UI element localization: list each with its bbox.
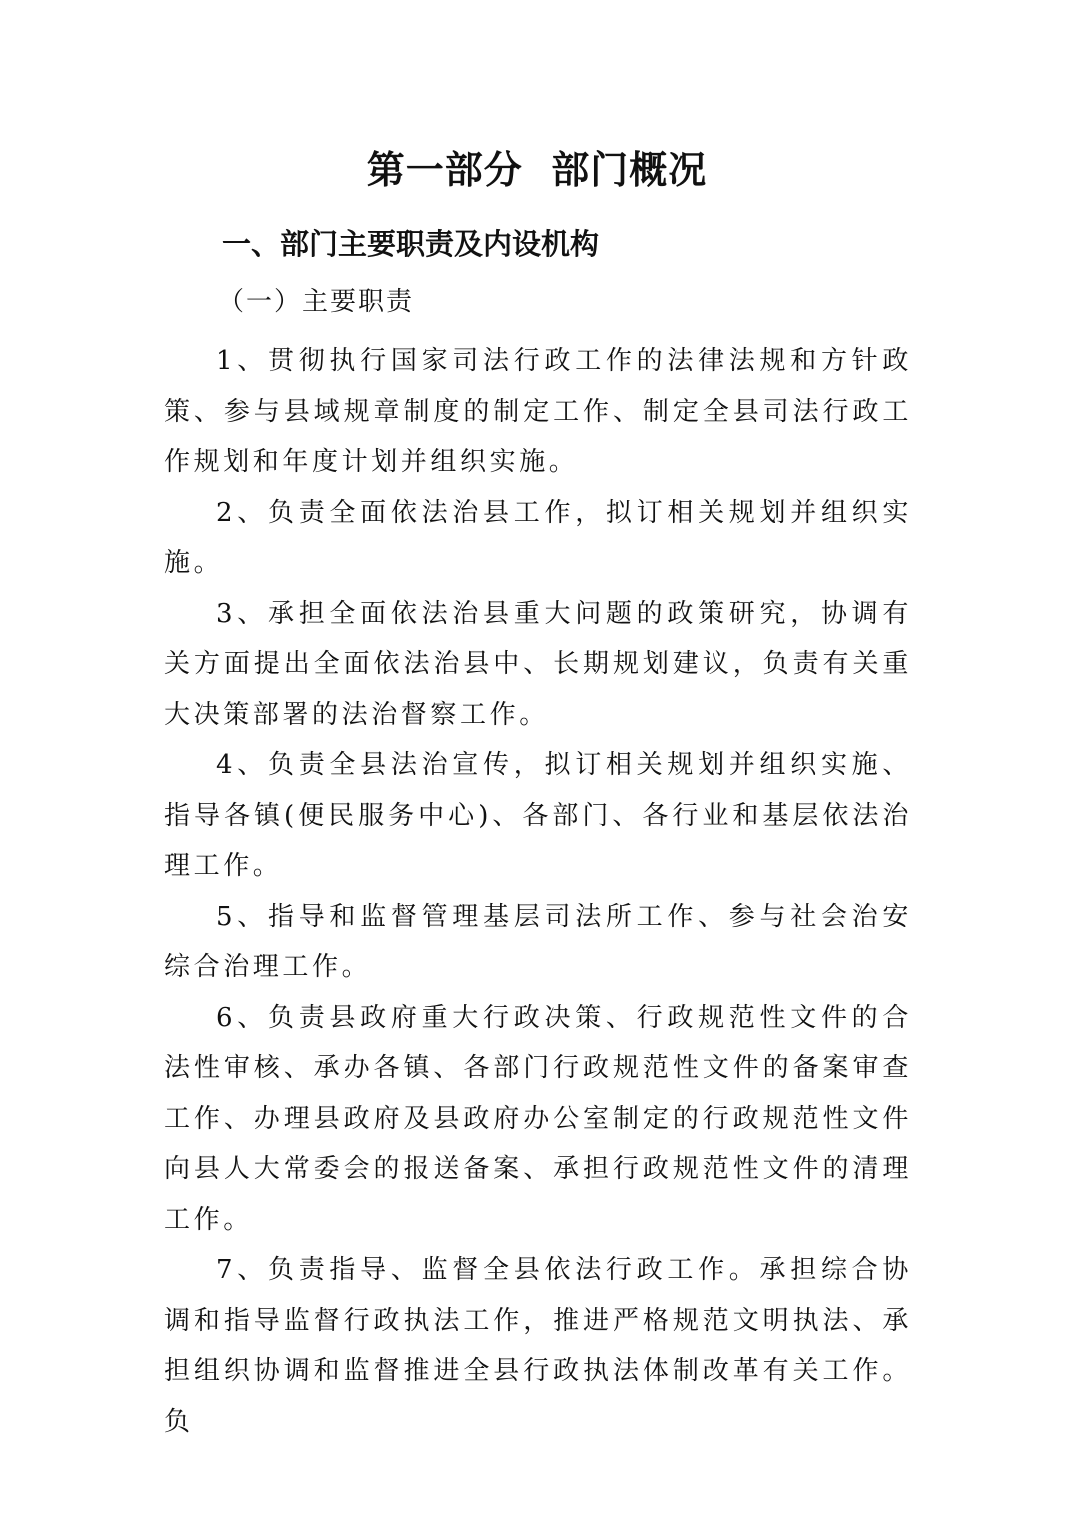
- duties-list: [164, 336, 912, 1447]
- duty-paragraph-1: 1、贯彻执行国家司法行政工作的法律法规和方针政策、参与县域规章制度的制定工作、制定全县司法行政工作规划和年度计划并组织实施。: [164, 346, 912, 477]
- subsection-heading: （一）主要职责: [218, 287, 415, 317]
- duty-paragraph-5: 5、指导和监督管理基层司法所工作、参与社会治安综合治理工作。: [164, 901, 912, 982]
- page-title: 第一部分 部门概况: [366, 148, 708, 192]
- duty-paragraph-7: 7、负责指导、监督全县依法行政工作。承担综合协调和指导监督行政执法工作，推进严格规范文明执法、承担组织协调和监督推进全县行政执法体制改革有关工作。负: [164, 1255, 912, 1437]
- duty-paragraph-6: 6、负责县政府重大行政决策、行政规范性文件的合法性审核、承办各镇、各部门行政规范性文件的备案审查工作、办理县政府及县政府办公室制定的行政规范性文件向县人大常委会的报送备案、承担行政规范性文件的清理工作。: [164, 1002, 912, 1235]
- duty-paragraph-2: 2、负责全面依法治县工作，拟订相关规划并组织实施。: [164, 497, 912, 578]
- section-heading: 一、部门主要职责及内设机构: [222, 227, 600, 261]
- duty-paragraph-4: 4、负责全县法治宣传，拟订相关规划并组织实施、指导各镇(便民服务中心)、各部门、各行业和基层依法治理工作。: [164, 750, 912, 881]
- duty-paragraph-3: 3、承担全面依法治县重大问题的政策研究，协调有关方面提出全面依法治县中、长期规划建议，负责有关重大决策部署的法治督察工作。: [164, 598, 912, 730]
